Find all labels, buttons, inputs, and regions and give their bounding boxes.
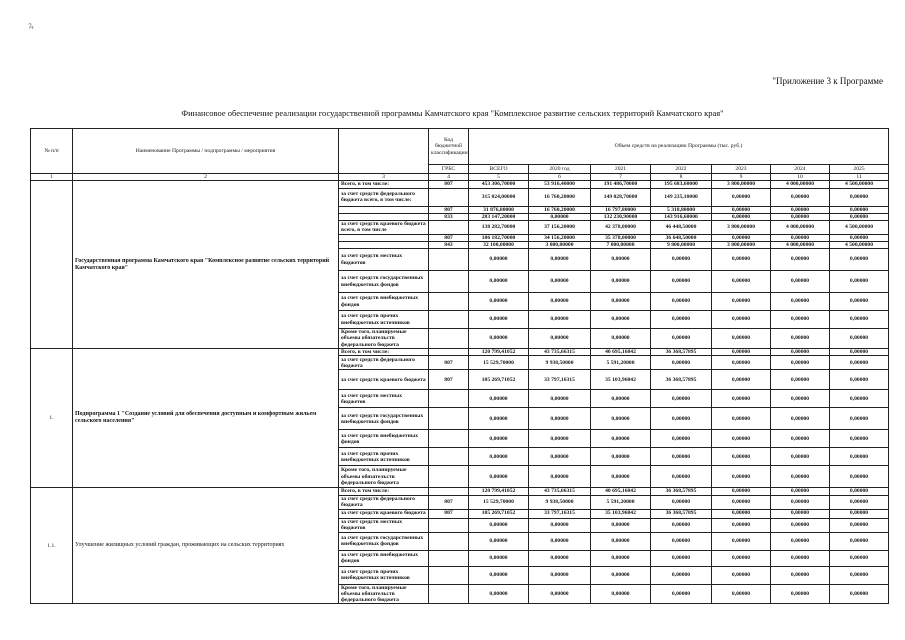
page-title: Финансовое обеспечение реализации государственной программы Камчатского края "Комплексное развитие сельских территорий Камчатского края" [181, 108, 724, 118]
value-cell: 0,00000 [651, 518, 712, 532]
grbs-cell [429, 293, 469, 311]
grbs-cell [429, 518, 469, 532]
value-cell: 4 500,00000 [830, 241, 889, 248]
value-cell: 0,00000 [469, 466, 529, 488]
value-cell: 0,00000 [712, 356, 771, 370]
margin-scribble: ꝝ [27, 19, 35, 31]
source-label: за счет средств федерального бюджета [339, 356, 429, 370]
grbs-cell: 807 [429, 206, 469, 213]
grbs-cell [429, 448, 469, 466]
value-cell: 0,00000 [830, 370, 889, 390]
value-cell: 120 799,41052 [469, 488, 529, 495]
source-label: Всего, в том числе: [339, 181, 429, 188]
value-cell: 0,00000 [830, 495, 889, 509]
value-cell: 0,00000 [651, 293, 712, 311]
header-empty [339, 129, 429, 174]
value-cell: 0,00000 [529, 213, 591, 220]
value-cell: 0,00000 [529, 584, 591, 604]
header-kbk: Код бюджетной классификации [429, 129, 469, 165]
value-cell: 0,00000 [591, 311, 651, 329]
value-cell: 9 800,00000 [651, 241, 712, 248]
value-cell: 0,00000 [771, 408, 830, 430]
value-cell: 0,00000 [771, 311, 830, 329]
value-cell: 120 799,41052 [469, 349, 529, 356]
grbs-cell [429, 532, 469, 550]
source-label: за счет средств краевого бюджета [339, 509, 429, 518]
value-cell: 0,00000 [771, 349, 830, 356]
value-cell: 0,00000 [651, 271, 712, 293]
value-cell: 149 235,10000 [651, 188, 712, 206]
value-cell: 0,00000 [771, 509, 830, 518]
value-cell: 0,00000 [830, 466, 889, 488]
value-cell: 0,00000 [591, 466, 651, 488]
col-number: 1 [31, 174, 73, 181]
value-cell: 0,00000 [771, 448, 830, 466]
value-cell: 0,00000 [529, 466, 591, 488]
value-cell: 0,00000 [830, 349, 889, 356]
value-cell: 0,00000 [712, 495, 771, 509]
value-cell: 0,00000 [651, 550, 712, 566]
col-number: 5 [469, 174, 529, 181]
value-cell: 149 028,70000 [591, 188, 651, 206]
value-cell: 0,00000 [529, 311, 591, 329]
header-name: Наименование Программы / подпрограммы / мероприятия [73, 129, 339, 174]
col-number: 2 [73, 174, 339, 181]
grbs-cell [429, 584, 469, 604]
value-cell: 0,00000 [830, 329, 889, 349]
header-num: № п/п [31, 129, 73, 174]
value-cell: 0,00000 [830, 188, 889, 206]
value-cell: 40 695,16842 [591, 488, 651, 495]
value-cell: 0,00000 [830, 566, 889, 584]
source-label [339, 241, 429, 248]
source-label: за счет средств внебюджетных фондов [339, 430, 429, 448]
value-cell: 34 156,20000 [529, 234, 591, 241]
value-cell: 36 368,57895 [651, 349, 712, 356]
value-cell: 0,00000 [771, 234, 830, 241]
value-cell: 0,00000 [830, 532, 889, 550]
value-cell: 0,00000 [830, 448, 889, 466]
value-cell: 42 378,00000 [591, 221, 651, 235]
grbs-cell [429, 271, 469, 293]
value-cell: 0,00000 [651, 466, 712, 488]
block-name: Государственная программа Камчатского края "Комплексное развитие сельских территорий Камчатского края" [73, 181, 339, 349]
col-number: 10 [771, 174, 830, 181]
value-cell: 0,00000 [712, 532, 771, 550]
source-label: Кроме того, планируемые объемы обязательств федерального бюджета [339, 329, 429, 349]
value-cell: 0,00000 [591, 390, 651, 408]
value-cell: 0,00000 [469, 566, 529, 584]
block-number: 1. [31, 349, 73, 488]
value-cell: 0,00000 [651, 584, 712, 604]
source-label: за счет средств государственных внебюджетных фондов [339, 408, 429, 430]
value-cell: 0,00000 [469, 532, 529, 550]
value-cell: 132 230,90000 [591, 213, 651, 220]
header-year: 2024 [771, 165, 830, 174]
source-label: Кроме того, планируемые объемы обязательств федерального бюджета [339, 584, 429, 604]
value-cell: 0,00000 [712, 466, 771, 488]
value-cell: 4 500,00000 [830, 181, 889, 188]
grbs-cell: 807 [429, 234, 469, 241]
value-cell: 0,00000 [830, 430, 889, 448]
value-cell: 0,00000 [712, 509, 771, 518]
grbs-cell: 807 [429, 181, 469, 188]
value-cell: 315 024,00000 [469, 188, 529, 206]
value-cell: 9 938,50000 [529, 356, 591, 370]
value-cell: 0,00000 [469, 408, 529, 430]
value-cell: 0,00000 [830, 584, 889, 604]
source-label: за счет средств государственных внебюджетных фондов [339, 532, 429, 550]
source-label: за счет средств прочих внебюджетных источников [339, 448, 429, 466]
grbs-cell [429, 488, 469, 495]
block-name: Улучшение жилищных условий граждан, проживающих на сельских территориях [73, 488, 339, 604]
header-grbs: ГРБС [429, 165, 469, 174]
value-cell: 0,00000 [529, 271, 591, 293]
value-cell: 0,00000 [591, 448, 651, 466]
value-cell: 0,00000 [712, 550, 771, 566]
value-cell: 31 876,80000 [469, 206, 529, 213]
value-cell: 4 000,00000 [771, 241, 830, 248]
value-cell: 0,00000 [529, 293, 591, 311]
table-row [31, 349, 889, 356]
value-cell: 0,00000 [469, 249, 529, 271]
value-cell: 0,00000 [591, 293, 651, 311]
value-cell: 0,00000 [830, 311, 889, 329]
value-cell: 9 938,50000 [529, 495, 591, 509]
value-cell: 15 529,70000 [469, 495, 529, 509]
value-cell: 7 000,00000 [591, 241, 651, 248]
value-cell: 0,00000 [469, 293, 529, 311]
source-label: за счет средств местных бюджетов [339, 518, 429, 532]
grbs-cell: 807 [429, 356, 469, 370]
grbs-cell [429, 566, 469, 584]
value-cell: 453 306,70000 [469, 181, 529, 188]
value-cell: 0,00000 [591, 532, 651, 550]
value-cell: 0,00000 [771, 566, 830, 584]
value-cell: 0,00000 [529, 249, 591, 271]
value-cell: 0,00000 [712, 234, 771, 241]
value-cell: 37 156,20000 [529, 221, 591, 235]
grbs-cell: 807 [429, 495, 469, 509]
grbs-cell [429, 311, 469, 329]
source-label: Кроме того, планируемые объемы обязательств федерального бюджета [339, 466, 429, 488]
value-cell: 0,00000 [651, 390, 712, 408]
column-numbers-row [31, 174, 889, 181]
source-label: за счет средств местных бюджетов [339, 249, 429, 271]
value-cell: 105 269,71052 [469, 509, 529, 518]
value-cell: 0,00000 [651, 532, 712, 550]
value-cell: 3 800,00000 [712, 181, 771, 188]
value-cell: 36 648,50000 [651, 234, 712, 241]
grbs-cell [429, 329, 469, 349]
value-cell: 138 282,70000 [469, 221, 529, 235]
value-cell: 46 448,50000 [651, 221, 712, 235]
value-cell: 0,00000 [712, 584, 771, 604]
header-year: 2022 [651, 165, 712, 174]
value-cell: 0,00000 [712, 488, 771, 495]
value-cell: 0,00000 [469, 584, 529, 604]
value-cell: 36 368,57895 [651, 488, 712, 495]
value-cell: 0,00000 [712, 206, 771, 213]
value-cell: 0,00000 [830, 488, 889, 495]
source-label: за счет средств федерального бюджета всего, в том числе: [339, 188, 429, 206]
value-cell: 0,00000 [830, 550, 889, 566]
grbs-cell [429, 188, 469, 206]
grbs-cell: 833 [429, 213, 469, 220]
value-cell: 0,00000 [712, 390, 771, 408]
col-number: 6 [529, 174, 591, 181]
source-label: за счет средств прочих внебюджетных источников [339, 311, 429, 329]
value-cell: 43 735,66315 [529, 488, 591, 495]
value-cell: 0,00000 [771, 584, 830, 604]
header-year: ВСЕГО [469, 165, 529, 174]
value-cell: 0,00000 [529, 518, 591, 532]
value-cell: 0,00000 [712, 370, 771, 390]
source-label: за счет средств внебюджетных фондов [339, 550, 429, 566]
grbs-cell [429, 430, 469, 448]
col-number: 8 [651, 174, 712, 181]
value-cell: 0,00000 [469, 550, 529, 566]
value-cell: 0,00000 [712, 448, 771, 466]
value-cell: 0,00000 [529, 329, 591, 349]
value-cell: 0,00000 [712, 329, 771, 349]
value-cell: 0,00000 [830, 509, 889, 518]
value-cell: 0,00000 [529, 550, 591, 566]
value-cell: 0,00000 [830, 213, 889, 220]
table-row [31, 181, 889, 188]
source-label: за счет средств прочих внебюджетных источников [339, 566, 429, 584]
value-cell: 4 000,00000 [771, 221, 830, 235]
value-cell: 0,00000 [712, 271, 771, 293]
value-cell: 0,00000 [830, 293, 889, 311]
value-cell: 0,00000 [651, 329, 712, 349]
value-cell: 0,00000 [771, 271, 830, 293]
value-cell: 0,00000 [771, 430, 830, 448]
value-cell: 36 368,57895 [651, 370, 712, 390]
value-cell: 0,00000 [771, 550, 830, 566]
value-cell: 0,00000 [712, 518, 771, 532]
value-cell: 0,00000 [771, 370, 830, 390]
value-cell: 0,00000 [591, 329, 651, 349]
header-year: 2025 [830, 165, 889, 174]
col-number: 7 [591, 174, 651, 181]
value-cell: 0,00000 [529, 532, 591, 550]
value-cell: 143 916,60000 [651, 213, 712, 220]
value-cell: 0,00000 [771, 293, 830, 311]
source-label: за счет средств федерального бюджета [339, 495, 429, 509]
source-label: за счет средств краевого бюджета [339, 370, 429, 390]
value-cell: 0,00000 [591, 566, 651, 584]
value-cell: 0,00000 [771, 206, 830, 213]
value-cell: 5 318,80000 [651, 206, 712, 213]
value-cell: 0,00000 [830, 271, 889, 293]
value-cell: 0,00000 [591, 249, 651, 271]
value-cell: 32 100,00000 [469, 241, 529, 248]
value-cell: 0,00000 [712, 349, 771, 356]
value-cell: 35 103,96842 [591, 370, 651, 390]
value-cell: 0,00000 [469, 390, 529, 408]
value-cell: 0,00000 [469, 329, 529, 349]
source-label: Всего, в том числе: [339, 488, 429, 495]
table-row [31, 488, 889, 495]
value-cell: 43 735,66315 [529, 349, 591, 356]
value-cell: 0,00000 [771, 532, 830, 550]
value-cell: 0,00000 [712, 213, 771, 220]
value-cell: 0,00000 [591, 584, 651, 604]
value-cell: 0,00000 [591, 550, 651, 566]
value-cell: 0,00000 [591, 430, 651, 448]
source-label: за счет средств местных бюджетов [339, 390, 429, 408]
value-cell: 0,00000 [529, 566, 591, 584]
value-cell: 0,00000 [830, 390, 889, 408]
value-cell: 0,00000 [651, 448, 712, 466]
value-cell: 33 797,16315 [529, 509, 591, 518]
value-cell: 0,00000 [469, 271, 529, 293]
value-cell: 0,00000 [771, 213, 830, 220]
value-cell: 16 760,20000 [529, 206, 591, 213]
col-number: 9 [712, 174, 771, 181]
grbs-cell [429, 408, 469, 430]
value-cell: 0,00000 [469, 448, 529, 466]
value-cell: 0,00000 [771, 518, 830, 532]
grbs-cell [429, 550, 469, 566]
value-cell: 0,00000 [651, 495, 712, 509]
source-label: за счет средств краевого бюджета всего, в том числе [339, 221, 429, 235]
value-cell: 0,00000 [529, 430, 591, 448]
value-cell: 0,00000 [830, 249, 889, 271]
source-label [339, 213, 429, 220]
header-year: 2021 [591, 165, 651, 174]
value-cell: 0,00000 [712, 249, 771, 271]
value-cell: 16 760,20000 [529, 188, 591, 206]
value-cell: 0,00000 [712, 293, 771, 311]
value-cell: 3 800,00000 [712, 241, 771, 248]
grbs-cell [429, 249, 469, 271]
finance-table [30, 128, 889, 604]
value-cell: 0,00000 [529, 408, 591, 430]
value-cell: 0,00000 [830, 518, 889, 532]
value-cell: 0,00000 [651, 311, 712, 329]
value-cell: 5 591,20000 [591, 356, 651, 370]
value-cell: 3 000,00000 [529, 241, 591, 248]
block-name: Подпрограмма 1 "Создание условий для обеспечения доступным и комфортным жильем сельского населения" [73, 349, 339, 488]
value-cell: 0,00000 [771, 329, 830, 349]
header-year: 2020 год [529, 165, 591, 174]
value-cell: 195 683,60000 [651, 181, 712, 188]
value-cell: 0,00000 [771, 188, 830, 206]
grbs-cell: 807 [429, 370, 469, 390]
value-cell: 0,00000 [771, 390, 830, 408]
value-cell: 4 500,00000 [830, 221, 889, 235]
col-number: 3 [339, 174, 429, 181]
source-label: за счет средств внебюджетных фондов [339, 293, 429, 311]
value-cell: 0,00000 [712, 408, 771, 430]
value-cell: 53 916,40000 [529, 181, 591, 188]
header-year: 2023 [712, 165, 771, 174]
value-cell: 0,00000 [591, 408, 651, 430]
source-label: за счет средств государственных внебюджетных фондов [339, 271, 429, 293]
value-cell: 0,00000 [771, 356, 830, 370]
value-cell: 36 368,57895 [651, 509, 712, 518]
value-cell: 0,00000 [469, 430, 529, 448]
value-cell: 0,00000 [830, 234, 889, 241]
grbs-cell [429, 466, 469, 488]
grbs-cell [429, 349, 469, 356]
source-label: Всего, в том числе: [339, 349, 429, 356]
value-cell: 0,00000 [712, 188, 771, 206]
value-cell: 0,00000 [771, 249, 830, 271]
value-cell: 35 378,00000 [591, 234, 651, 241]
value-cell: 0,00000 [651, 566, 712, 584]
value-cell: 0,00000 [771, 466, 830, 488]
value-cell: 0,00000 [651, 430, 712, 448]
grbs-cell [429, 390, 469, 408]
source-label [339, 234, 429, 241]
grbs-cell [429, 221, 469, 235]
value-cell: 0,00000 [830, 356, 889, 370]
grbs-cell: 807 [429, 509, 469, 518]
value-cell: 0,00000 [712, 430, 771, 448]
grbs-cell: 843 [429, 241, 469, 248]
value-cell: 0,00000 [469, 518, 529, 532]
block-number: 1.1. [31, 488, 73, 604]
value-cell: 191 486,70000 [591, 181, 651, 188]
value-cell: 4 000,00000 [771, 181, 830, 188]
value-cell: 0,00000 [529, 448, 591, 466]
source-label [339, 206, 429, 213]
value-cell: 40 695,16842 [591, 349, 651, 356]
value-cell: 0,00000 [651, 356, 712, 370]
value-cell: 0,00000 [469, 311, 529, 329]
value-cell: 0,00000 [771, 495, 830, 509]
value-cell: 16 797,80000 [591, 206, 651, 213]
value-cell: 0,00000 [591, 518, 651, 532]
value-cell: 106 182,70000 [469, 234, 529, 241]
value-cell: 3 800,00000 [712, 221, 771, 235]
appendix-label: "Приложение 3 к Программе [772, 76, 883, 86]
value-cell: 33 797,16315 [529, 370, 591, 390]
value-cell: 5 591,20000 [591, 495, 651, 509]
value-cell: 0,00000 [830, 206, 889, 213]
value-cell: 0,00000 [651, 249, 712, 271]
value-cell: 0,00000 [712, 566, 771, 584]
value-cell: 0,00000 [712, 311, 771, 329]
value-cell: 105 269,71052 [469, 370, 529, 390]
value-cell: 283 147,20000 [469, 213, 529, 220]
col-number: 4 [429, 174, 469, 181]
value-cell: 0,00000 [830, 408, 889, 430]
value-cell: 0,00000 [651, 408, 712, 430]
value-cell: 0,00000 [529, 390, 591, 408]
value-cell: 0,00000 [771, 488, 830, 495]
value-cell: 35 103,96842 [591, 509, 651, 518]
block-number [31, 181, 73, 349]
header-volume: Объем средств на реализацию Программы (тыс. руб.) [469, 129, 889, 165]
value-cell: 0,00000 [591, 271, 651, 293]
col-number: 11 [830, 174, 889, 181]
value-cell: 15 529,70000 [469, 356, 529, 370]
